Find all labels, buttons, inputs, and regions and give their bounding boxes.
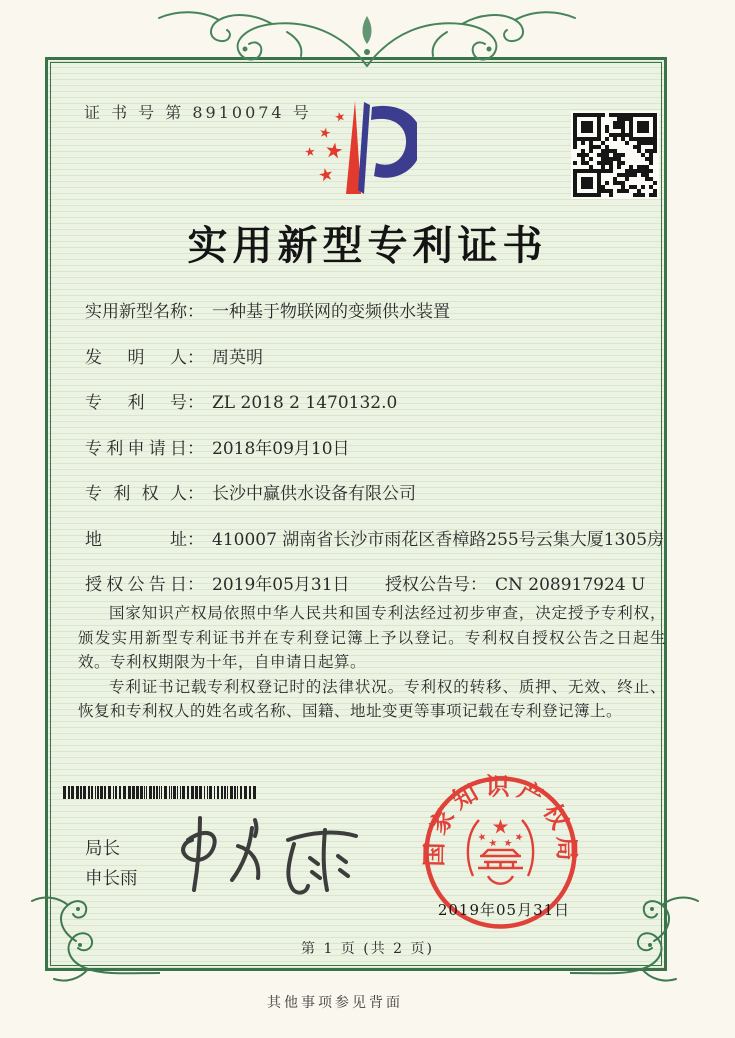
field-patent-number <box>85 391 675 437</box>
field-value: 2018年09月10日 <box>212 438 350 459</box>
field-colon: ： <box>187 393 204 413</box>
issuer-name: 申长雨 <box>85 869 138 889</box>
back-side-note: 其他事项参见背面 <box>267 995 403 1011</box>
field-colon: ： <box>187 302 204 322</box>
field-label: 发明人 <box>85 347 187 368</box>
legal-paragraph-2: 专利证书记载专利权登记时的法律状况。专利权的转移、质押、无效、终止、恢复和专利权人的姓名或名称、国籍、地址变更等事项记载在专利登记簿上。 <box>78 677 666 720</box>
issuer-title: 局长 <box>85 839 120 859</box>
field-value: 长沙中赢供水设备有限公司 <box>212 484 416 504</box>
seal-date: 2019年05月31日 <box>437 901 571 919</box>
field-patentee <box>85 482 675 528</box>
signature-shen-changyu <box>160 806 370 898</box>
top-ornament <box>137 2 597 82</box>
field-label: 专利权人 <box>85 484 187 504</box>
field-colon: ： <box>187 575 204 595</box>
field-colon: ： <box>187 347 204 368</box>
field-value: CN 208917924 U <box>495 575 646 595</box>
field-value: 410007 湖南省长沙市雨花区香樟路255号云集大厦1305房 <box>212 529 665 550</box>
issuer-block <box>85 834 138 894</box>
field-value: ZL 2018 2 1470132.0 <box>212 393 398 413</box>
field-utility-model-name <box>85 300 675 346</box>
field-colon: ： <box>187 438 204 459</box>
qr-code <box>571 111 659 199</box>
field-colon: ： <box>470 575 487 595</box>
page-number: 第 1 页 (共 2 页) <box>301 941 434 957</box>
field-label: 授权公告号 <box>385 575 470 595</box>
field-grant-number <box>385 573 645 597</box>
certificate-title: 实用新型专利证书 <box>187 222 548 269</box>
certificate-fields <box>85 300 675 619</box>
field-inventor <box>85 346 675 392</box>
field-colon: ： <box>187 484 204 504</box>
field-address <box>85 528 675 574</box>
field-label: 授权公告日 <box>85 575 187 595</box>
field-label: 专利申请日 <box>85 438 187 459</box>
legal-text <box>78 601 666 724</box>
field-value: 周英明 <box>212 347 263 368</box>
national-emblem-icon <box>468 819 533 884</box>
field-label: 专利号 <box>85 393 187 413</box>
seal-text: 国家知识产权局 <box>419 771 582 867</box>
field-label: 地址 <box>85 529 187 550</box>
cnipa-patent-logo-icon <box>292 97 417 197</box>
field-label: 实用新型名称 <box>85 302 187 322</box>
legal-paragraph-1: 国家知识产权局依照中华人民共和国专利法经过初步审查，决定授予专利权，颁发实用新型专利证书并在专利登记簿上予以登记。专利权自授权公告之日起生效。专利权期限为十年，自申请日起算。 <box>78 604 666 671</box>
field-application-date <box>85 437 675 483</box>
barcode <box>63 786 259 799</box>
field-colon: ： <box>187 529 204 550</box>
certificate-number: 证 书 号 第 8910074 号 <box>84 103 312 122</box>
field-value: 一种基于物联网的变频供水装置 <box>212 302 450 322</box>
field-value: 2019年05月31日 <box>212 575 350 595</box>
